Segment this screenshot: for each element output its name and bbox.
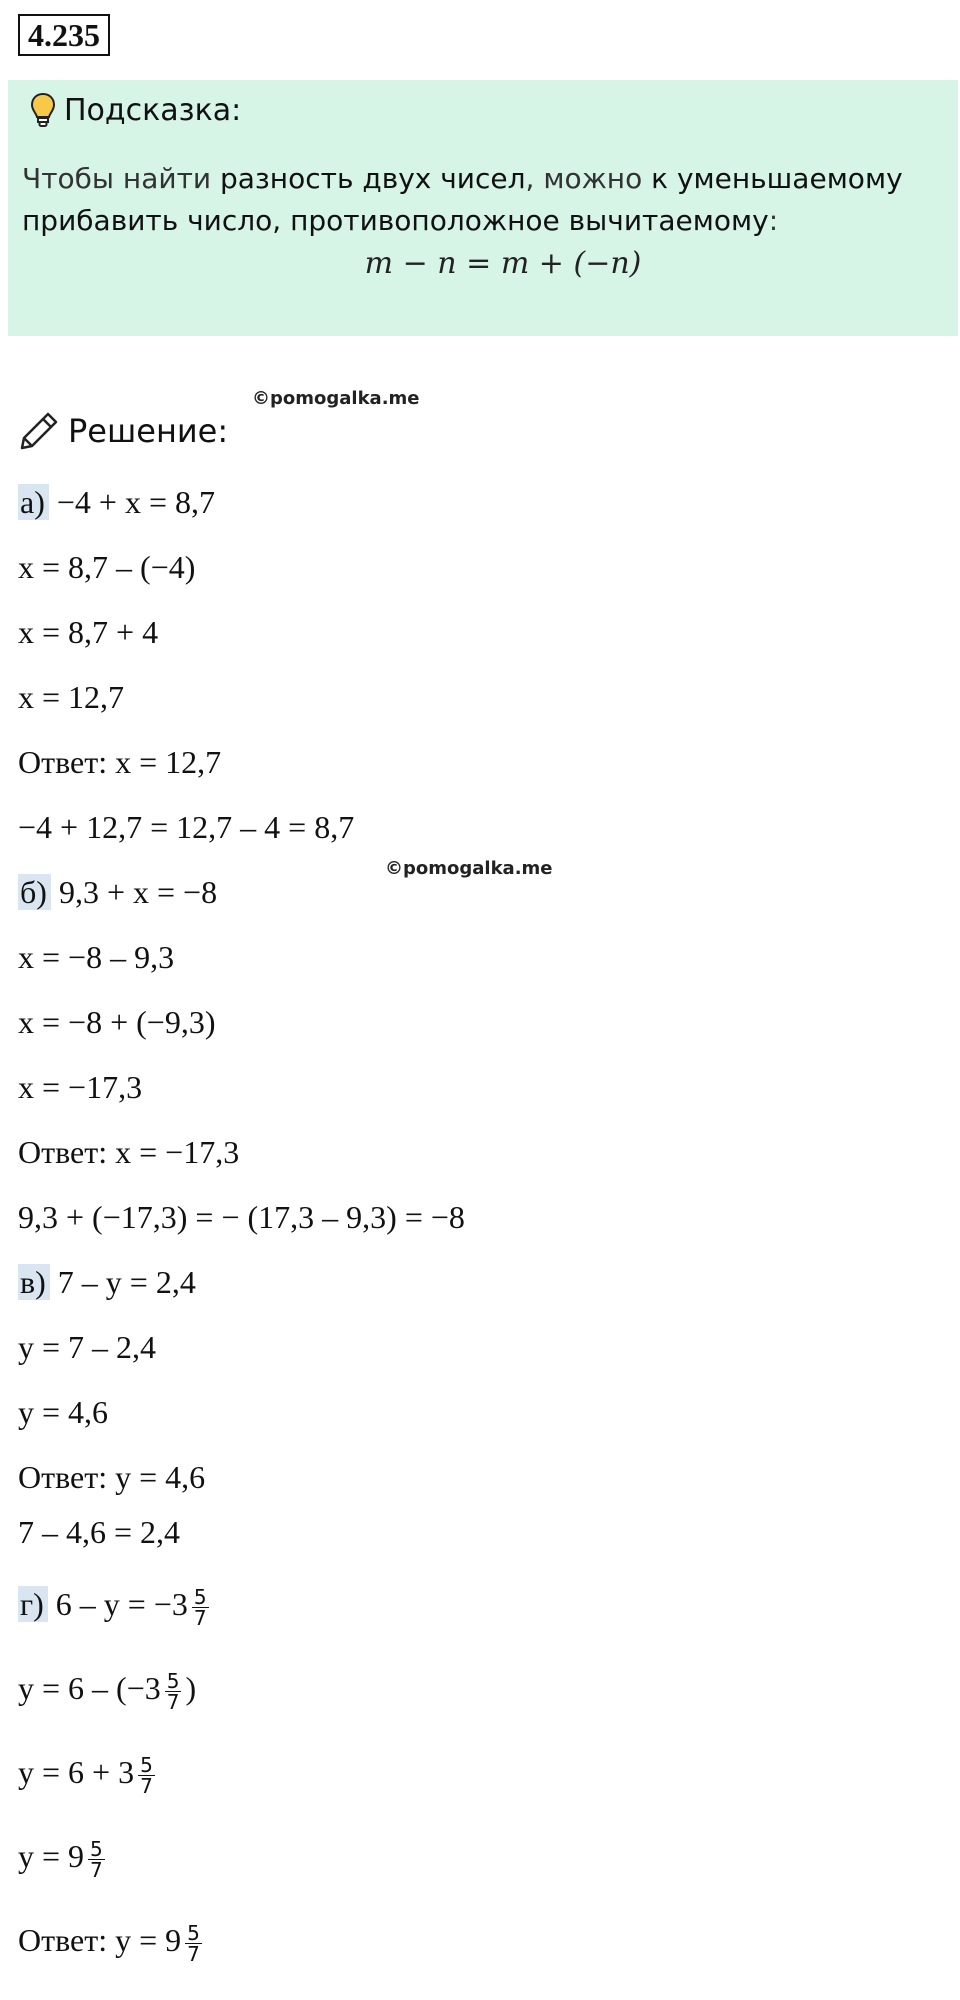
part-v-line-1: [18, 1262, 196, 1302]
hint-text-part-3: , можно: [525, 162, 652, 195]
part-v-answer: Ответ: y = 4,6: [18, 1459, 206, 1495]
part-a-check: −4 + 12,7 = 12,7 – 4 = 8,7: [18, 809, 355, 845]
part-a-line-3: x = 8,7 + 4: [18, 614, 159, 650]
hint-text-part-5: :: [768, 204, 779, 237]
part-v-check: 7 – 4,6 = 2,4: [18, 1514, 181, 1550]
solution-title: [18, 410, 228, 452]
fraction-denominator: 7: [140, 1774, 153, 1799]
hint-text-bold-1: разность двух чисел: [219, 162, 526, 195]
part-g-line-3: [18, 1752, 159, 1799]
fraction-denominator: 7: [193, 1606, 207, 1631]
part-g-line-4-text: y = 9: [18, 1838, 85, 1874]
part-g-equation: 6 – y = −3: [55, 1586, 188, 1622]
lightbulb-icon: [30, 92, 56, 128]
part-v-letter: в): [18, 1264, 50, 1300]
fraction: [138, 1753, 155, 1799]
hint-text-part-1: Чтобы найти: [22, 162, 220, 195]
part-a-letter: а): [18, 484, 49, 520]
part-g-line-3-text: y = 6 + 3: [18, 1754, 135, 1790]
part-b-answer: Ответ: x = −17,3: [18, 1134, 240, 1170]
hint-title-text: Подсказка:: [64, 92, 242, 128]
fraction-denominator: 7: [90, 1858, 103, 1883]
part-b-line-4: x = −17,3: [18, 1069, 143, 1105]
fraction-numerator: 5: [140, 1753, 153, 1778]
watermark: ©pomogalka.me: [385, 858, 553, 879]
fraction-numerator: 5: [166, 1669, 180, 1694]
part-v-line-2: y = 7 – 2,4: [18, 1329, 157, 1365]
fraction: [192, 1585, 209, 1631]
watermark: ©pomogalka.me: [252, 388, 420, 409]
fraction-numerator: 5: [193, 1585, 207, 1610]
part-g-line-2: [18, 1668, 197, 1715]
fraction-denominator: 7: [187, 1942, 200, 1967]
part-a-line-1: [18, 482, 215, 522]
fraction: [88, 1837, 105, 1883]
part-g-answer: [18, 1920, 206, 1967]
part-a-answer: Ответ: x = 12,7: [18, 744, 222, 780]
part-b-equation: 9,3 + x = −8: [58, 874, 218, 910]
fraction-numerator: 5: [187, 1921, 200, 1946]
problem-number: 4.235: [18, 14, 110, 56]
part-v-line-3: y = 4,6: [18, 1394, 109, 1430]
fraction: [165, 1669, 182, 1715]
hint-title: [22, 90, 944, 130]
part-b-line-1: [18, 872, 217, 912]
part-a-equation: −4 + x = 8,7: [56, 484, 215, 520]
hint-formula: m − n = m + (−n): [364, 246, 642, 281]
hint-text: [22, 158, 944, 242]
closing-paren: ): [185, 1670, 197, 1706]
solution-title-text: Решение:: [68, 412, 229, 450]
part-b-check: 9,3 + (−17,3) = − (17,3 – 9,3) = −8: [18, 1199, 465, 1235]
part-a-line-4: x = 12,7: [18, 679, 125, 715]
fraction-numerator: 5: [90, 1837, 103, 1862]
part-b-line-2: x = −8 – 9,3: [18, 939, 175, 975]
part-a-line-2: x = 8,7 – (−4): [18, 549, 196, 585]
part-g-line-2-text: y = 6 – (−3: [18, 1670, 161, 1706]
part-g-letter: г): [18, 1586, 48, 1622]
part-v-equation: 7 – y = 2,4: [57, 1264, 196, 1300]
pencil-icon: [18, 410, 60, 452]
hint-box: [8, 80, 958, 336]
fraction: [185, 1921, 202, 1967]
fraction-denominator: 7: [166, 1690, 180, 1715]
part-b-letter: б): [18, 874, 51, 910]
part-g-line-1: [18, 1584, 213, 1631]
part-g-answer-text: Ответ: y = 9: [18, 1922, 182, 1958]
part-g-line-4: [18, 1836, 109, 1883]
hint-text-bold-2: к уменьшаемому прибавить число, противоположное вычитаемому: [22, 162, 903, 237]
part-b-line-3: x = −8 + (−9,3): [18, 1004, 216, 1040]
